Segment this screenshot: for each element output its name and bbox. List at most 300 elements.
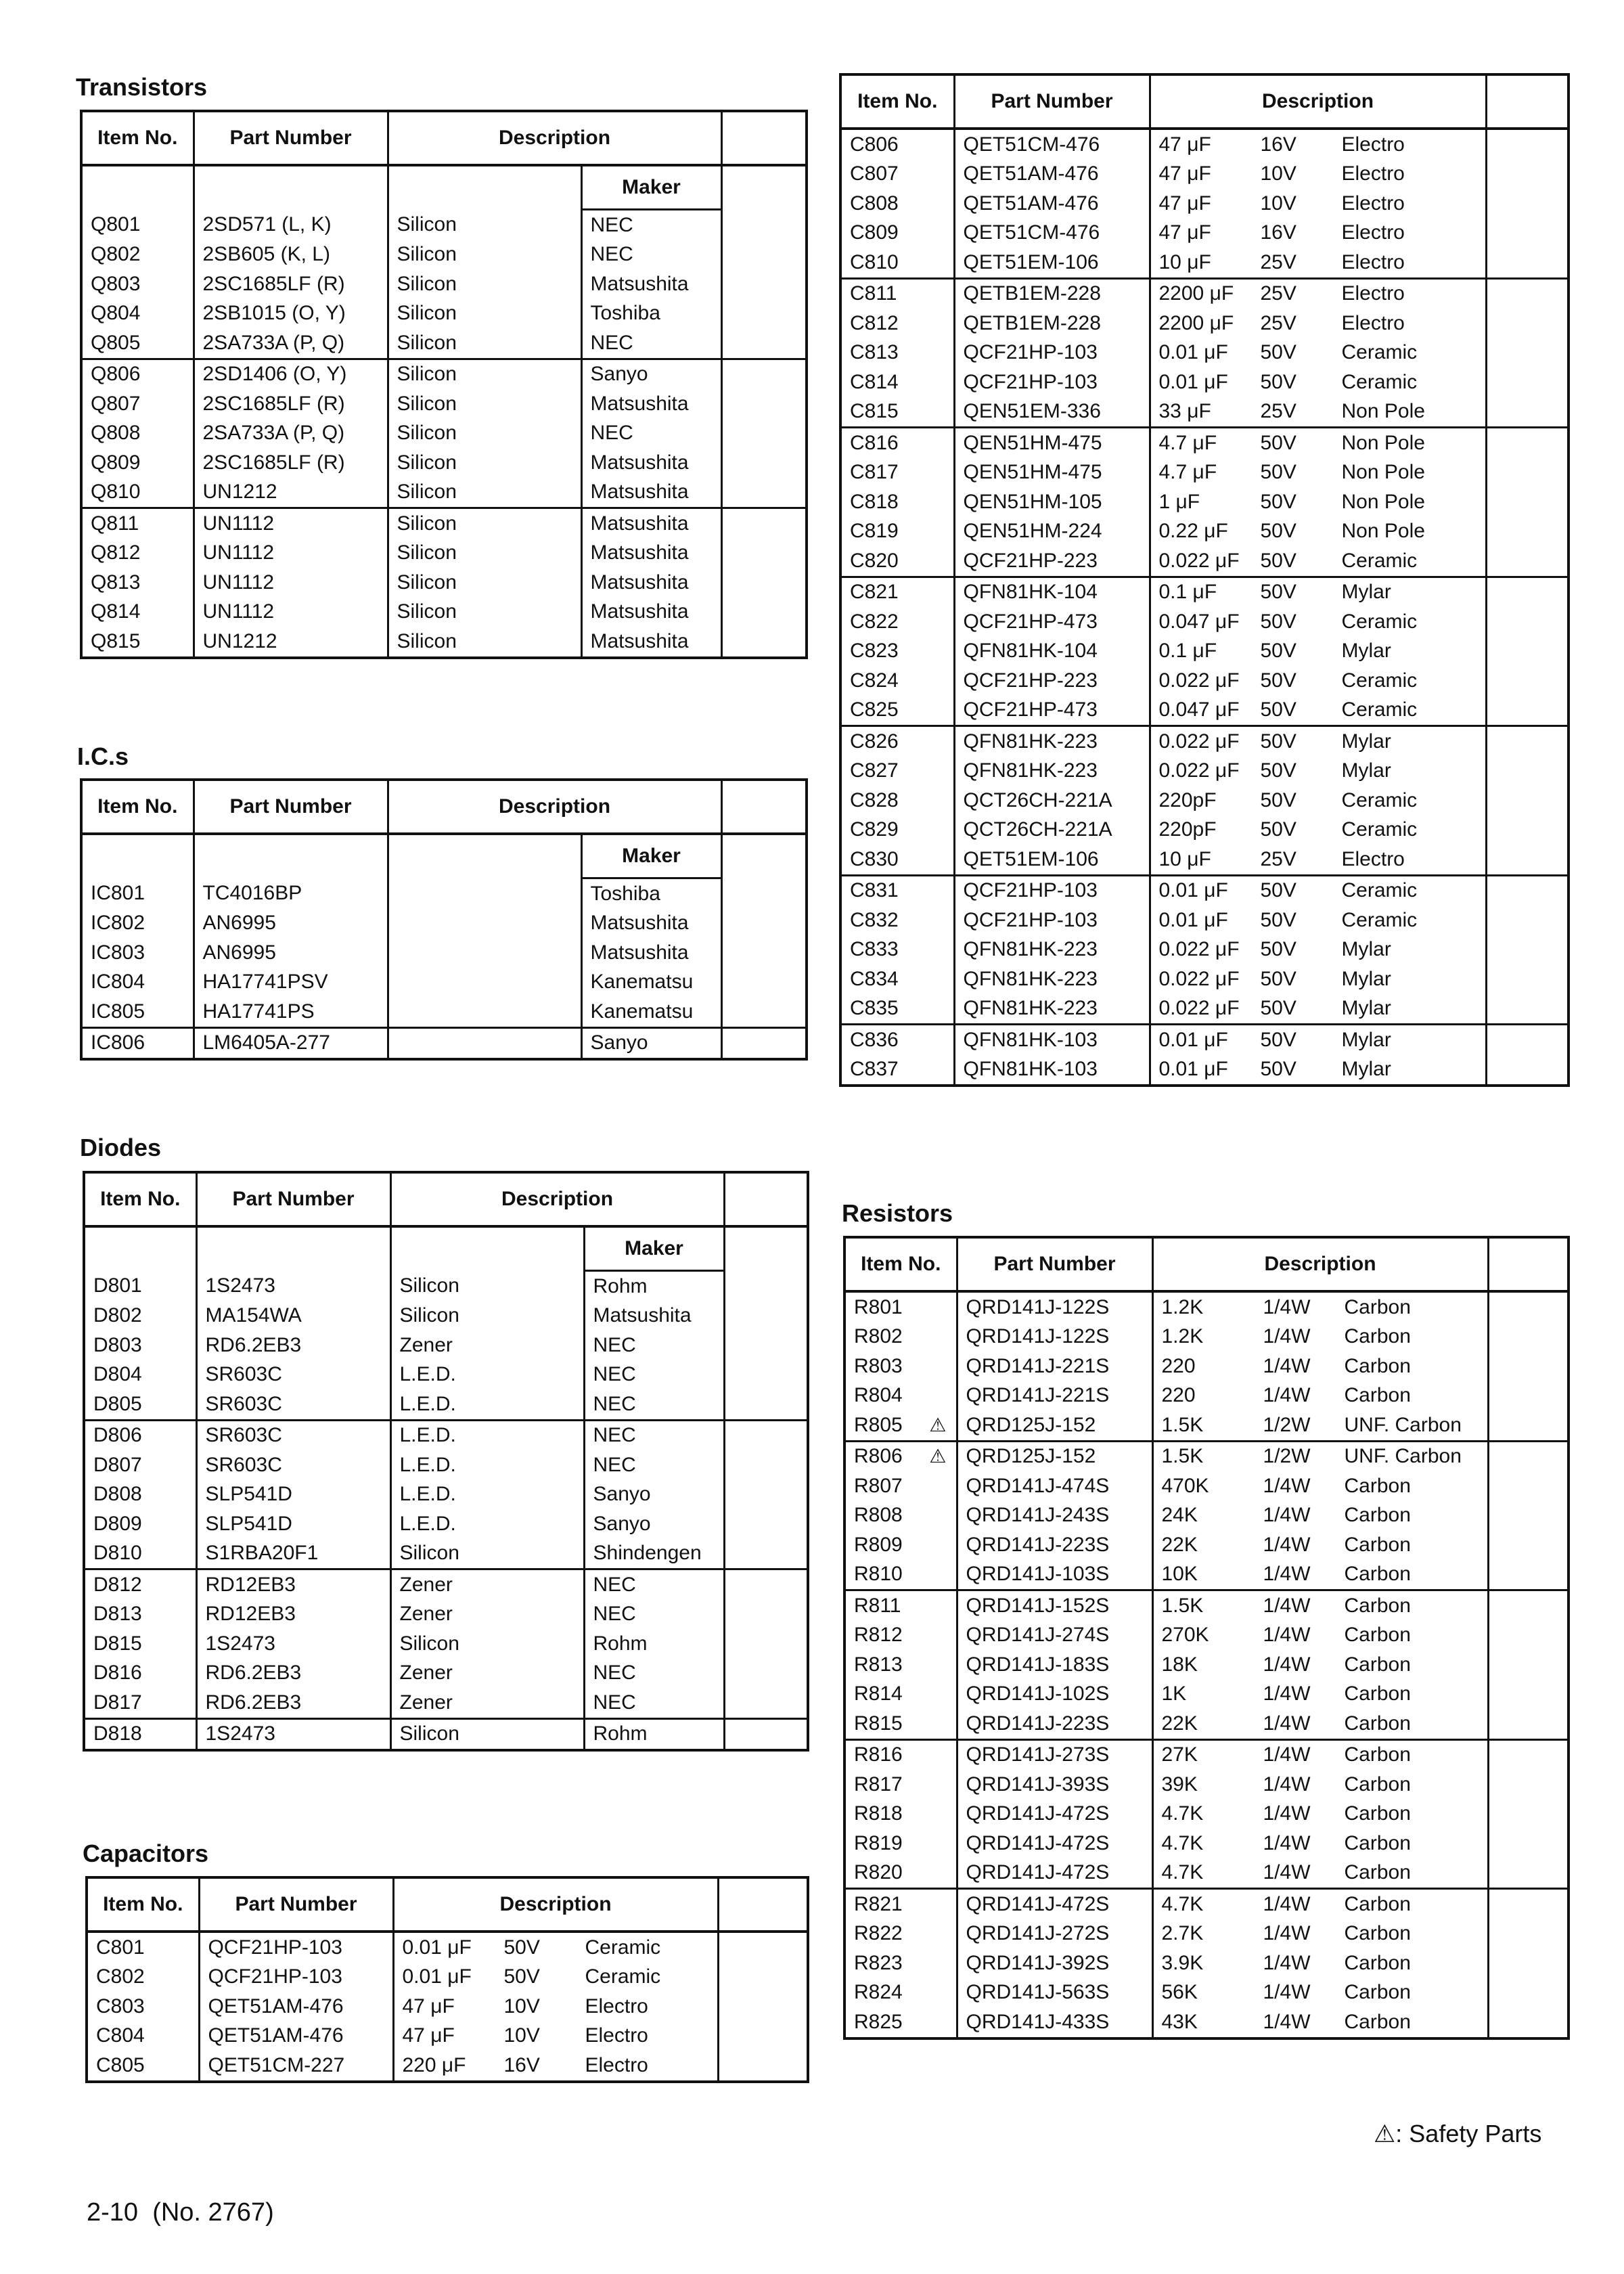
blank-cell <box>1488 1919 1569 1949</box>
resistance: 1.2K <box>1161 1325 1204 1348</box>
description: Silicon <box>397 272 457 295</box>
header-part-number: Part Number <box>196 1172 390 1226</box>
cap-type: Mylar <box>1341 997 1391 1020</box>
item-no-text: R803 <box>854 1354 903 1377</box>
blank-cell <box>1488 1829 1569 1858</box>
blank-cell <box>1486 816 1569 845</box>
item-no: Q811 <box>81 508 194 539</box>
cap-type: Electro <box>1341 133 1405 156</box>
part-number: MA154WA <box>196 1301 390 1331</box>
part-number: QRD141J-223S <box>957 1709 1152 1739</box>
capacitance: 2200 μF <box>1158 311 1234 334</box>
table-row <box>840 816 1569 845</box>
capacitance: 0.047 μF <box>1158 698 1240 721</box>
resistance: 1.5K <box>1161 1413 1204 1436</box>
item-no: IC806 <box>81 1027 194 1059</box>
item-no: D815 <box>84 1629 196 1659</box>
cap-type: Ceramic <box>1341 818 1418 841</box>
description: L.E.D. <box>399 1483 456 1506</box>
description <box>1150 607 1486 637</box>
description <box>1150 666 1486 696</box>
blank-cell <box>724 1420 808 1450</box>
part-number: QET51AM-476 <box>199 2022 393 2051</box>
item-no: C811 <box>840 278 954 309</box>
ics-title: I.C.s <box>77 742 129 770</box>
description <box>1152 1352 1488 1381</box>
item-no-text: R802 <box>854 1325 903 1348</box>
wattage: 1/2W <box>1263 1445 1311 1468</box>
voltage: 25V <box>1260 847 1296 870</box>
description: Silicon <box>397 481 457 504</box>
part-number: QRD125J-152 <box>957 1410 1152 1441</box>
table-row <box>844 1978 1569 2008</box>
part-number: AN6995 <box>194 938 388 968</box>
description: Silicon <box>388 508 581 539</box>
table-row <box>840 906 1569 935</box>
item-no-text: R809 <box>854 1533 903 1556</box>
item-no: C803 <box>87 1992 199 2022</box>
wattage: 1/4W <box>1263 1712 1311 1735</box>
part-number: AN6995 <box>194 909 388 939</box>
part-number: QRD141J-221S <box>957 1381 1152 1411</box>
blank-cell <box>1486 696 1569 726</box>
item-no <box>844 1919 957 1949</box>
blank-cell <box>724 1688 808 1718</box>
blank-cell <box>194 165 388 210</box>
table-row <box>81 210 807 240</box>
part-number: QEN51HM-224 <box>954 517 1150 547</box>
maker: NEC <box>581 210 721 240</box>
header-description: Description <box>390 1172 724 1226</box>
part-number: QRD141J-474S <box>957 1471 1152 1501</box>
item-no: Q805 <box>81 328 194 359</box>
description <box>388 1027 581 1059</box>
description: L.E.D. <box>399 1392 456 1415</box>
resistance: 1K <box>1161 1682 1187 1706</box>
item-no: C815 <box>840 397 954 428</box>
description: Silicon <box>399 1304 459 1327</box>
description <box>1152 1291 1488 1322</box>
description <box>1152 1441 1488 1471</box>
description <box>393 2022 718 2051</box>
item-no: IC801 <box>81 878 194 909</box>
item-no: C822 <box>840 607 954 637</box>
blank-cell <box>721 938 807 968</box>
part-number: 2SA733A (P, Q) <box>194 419 388 449</box>
item-no: C817 <box>840 458 954 488</box>
part-number: QCF21HP-473 <box>954 607 1150 637</box>
part-number: QFN81HK-223 <box>954 726 1150 757</box>
cap-type: Electro <box>1341 162 1405 185</box>
description <box>1150 1055 1486 1086</box>
table-row <box>81 508 807 539</box>
table-row <box>84 1569 808 1600</box>
wattage: 1/4W <box>1263 1624 1311 1647</box>
part-number: QRD141J-472S <box>957 1829 1152 1858</box>
blank-cell <box>724 1226 808 1271</box>
blank-cell <box>1486 309 1569 338</box>
part-number: QRD141J-243S <box>957 1501 1152 1531</box>
resistor-type: Carbon <box>1344 1594 1411 1617</box>
maker: Sanyo <box>581 1027 721 1059</box>
description: Silicon <box>397 451 457 474</box>
description: Silicon <box>399 1274 459 1297</box>
blank-cell <box>1488 1471 1569 1501</box>
item-no <box>844 1352 957 1381</box>
maker-subheader-row <box>84 1226 808 1271</box>
part-number: QRD141J-563S <box>957 1978 1152 2008</box>
item-no <box>844 1621 957 1651</box>
description <box>1152 1739 1488 1770</box>
blank-cell <box>1486 935 1569 965</box>
table-row <box>840 696 1569 726</box>
part-number: QCT26CH-221A <box>954 786 1150 816</box>
item-no-text: R817 <box>854 1773 903 1796</box>
blank-cell <box>718 1932 808 1963</box>
table-row <box>840 726 1569 757</box>
table-row <box>840 428 1569 458</box>
item-no: C837 <box>840 1055 954 1086</box>
part-number: QCF21HP-223 <box>954 666 1150 696</box>
cap-type: Mylar <box>1341 730 1391 753</box>
part-number: QCF21HP-103 <box>954 875 1150 906</box>
part-number: QRD141J-103S <box>957 1560 1152 1590</box>
part-number: HA17741PS <box>194 997 388 1027</box>
voltage: 50V <box>1260 490 1296 513</box>
description <box>1150 517 1486 547</box>
item-no: C813 <box>840 338 954 368</box>
cap-type: Mylar <box>1341 759 1391 782</box>
header-description: Description <box>393 1877 718 1932</box>
table-row <box>84 1450 808 1480</box>
item-no: C806 <box>840 129 954 160</box>
item-no: Q806 <box>81 359 194 389</box>
item-no: D804 <box>84 1360 196 1390</box>
maker: NEC <box>581 328 721 359</box>
description: Silicon <box>397 571 457 594</box>
blank-cell <box>724 1509 808 1539</box>
blank-cell <box>194 834 388 878</box>
table-row <box>840 935 1569 965</box>
item-no <box>844 1889 957 1919</box>
voltage: 50V <box>1260 908 1296 931</box>
description <box>1150 935 1486 965</box>
capacitance: 0.022 μF <box>1158 730 1240 753</box>
blank-cell <box>1486 487 1569 517</box>
description <box>388 968 581 998</box>
cap-type: Ceramic <box>1341 370 1418 393</box>
item-no: D806 <box>84 1420 196 1450</box>
blank-cell <box>721 210 807 240</box>
table-row <box>840 964 1569 994</box>
description <box>1152 1919 1488 1949</box>
item-no: C808 <box>840 189 954 219</box>
part-number: QRD141J-472S <box>957 1858 1152 1889</box>
wattage: 1/4W <box>1263 2010 1311 2033</box>
resistance: 3.9K <box>1161 1951 1204 1974</box>
blank-cell <box>1486 875 1569 906</box>
part-number: 2SC1685LF (R) <box>194 448 388 478</box>
item-no: C831 <box>840 875 954 906</box>
part-number: SR603C <box>196 1360 390 1390</box>
item-no: C810 <box>840 248 954 278</box>
part-number: QFN81HK-223 <box>954 757 1150 786</box>
cap-type: Non Pole <box>1341 520 1425 543</box>
blank-cell <box>388 165 581 210</box>
description: Silicon <box>397 541 457 564</box>
table-row <box>84 1718 808 1750</box>
blank-cell <box>1488 1322 1569 1352</box>
item-no: D803 <box>84 1331 196 1360</box>
wattage: 1/4W <box>1263 1773 1311 1796</box>
blank-cell <box>721 568 807 598</box>
blank-cell <box>1486 607 1569 637</box>
part-number: QCF21HP-103 <box>954 906 1150 935</box>
item-no-text: R822 <box>854 1922 903 1945</box>
blank-cell <box>724 1629 808 1659</box>
voltage: 50V <box>1260 818 1296 841</box>
part-number: UN1112 <box>194 568 388 598</box>
blank-cell <box>1486 397 1569 428</box>
wattage: 1/4W <box>1263 1504 1311 1527</box>
table-row <box>87 1992 808 2022</box>
blank-cell <box>81 165 194 210</box>
item-no: C809 <box>840 219 954 248</box>
item-no-text: R801 <box>854 1295 903 1318</box>
blank-cell <box>721 627 807 658</box>
table-row <box>840 607 1569 637</box>
part-number: QET51CM-476 <box>954 129 1150 160</box>
part-number: SR603C <box>196 1389 390 1420</box>
blank-cell <box>724 1600 808 1630</box>
capacitance: 4.7 μF <box>1158 461 1217 484</box>
cap-type: Ceramic <box>1341 698 1418 721</box>
resistor-type: Carbon <box>1344 1504 1411 1527</box>
capacitance: 0.022 μF <box>1158 669 1240 692</box>
diodes-title: Diodes <box>80 1134 162 1161</box>
blank-cell <box>1486 666 1569 696</box>
blank-cell <box>1486 458 1569 488</box>
part-number: QRD141J-392S <box>957 1948 1152 1978</box>
description: Silicon <box>399 1542 459 1565</box>
blank-cell <box>1486 757 1569 786</box>
part-number: RD6.2EB3 <box>196 1659 390 1689</box>
maker: NEC <box>584 1420 724 1450</box>
part-number: QRD141J-472S <box>957 1800 1152 1829</box>
item-no <box>844 2007 957 2038</box>
cap-type: Electro <box>1341 311 1405 334</box>
voltage: 50V <box>1260 581 1296 604</box>
table-row <box>840 845 1569 875</box>
maker: NEC <box>584 1688 724 1718</box>
description: Silicon <box>397 629 457 652</box>
part-number: QEN51EM-336 <box>954 397 1150 428</box>
wattage: 1/4W <box>1263 1474 1311 1497</box>
blank-cell <box>1488 1530 1569 1560</box>
blank-cell <box>721 299 807 329</box>
maker: Matsushita <box>581 938 721 968</box>
header-item-no: Item No. <box>84 1172 196 1226</box>
blank-cell <box>724 1539 808 1569</box>
blank-cell <box>721 328 807 359</box>
resistance: 220 <box>1161 1384 1196 1407</box>
capacitors-table-left <box>85 1876 809 2083</box>
item-no-text: R810 <box>854 1563 903 1586</box>
blank-cell <box>724 1331 808 1360</box>
table-row <box>81 478 807 508</box>
blank-cell <box>1486 1025 1569 1055</box>
capacitance: 0.1 μF <box>1158 640 1217 663</box>
resistance: 4.7K <box>1161 1892 1204 1915</box>
part-number: QET51CM-227 <box>199 2051 393 2082</box>
description <box>1150 367 1486 397</box>
header-part-number: Part Number <box>194 780 388 834</box>
blank-cell <box>721 359 807 389</box>
blank-cell <box>721 448 807 478</box>
table-row <box>81 269 807 299</box>
voltage: 10V <box>503 1994 540 2017</box>
table-row <box>840 875 1569 906</box>
item-no: Q813 <box>81 568 194 598</box>
wattage: 1/4W <box>1263 1922 1311 1945</box>
item-no: IC803 <box>81 938 194 968</box>
safety-legend-text: : Safety Parts <box>1395 2120 1542 2147</box>
capacitance: 0.022 μF <box>1158 759 1240 782</box>
part-number: RD6.2EB3 <box>196 1688 390 1718</box>
item-no: Q814 <box>81 598 194 627</box>
part-number: QRD141J-122S <box>957 1291 1152 1322</box>
part-number: QFN81HK-223 <box>954 935 1150 965</box>
resistor-type: Carbon <box>1344 1384 1411 1407</box>
description <box>388 878 581 909</box>
maker: Matsushita <box>581 508 721 539</box>
resistor-type: Carbon <box>1344 1325 1411 1348</box>
item-no: C830 <box>840 845 954 875</box>
item-no-text: R813 <box>854 1653 903 1676</box>
diodes-table <box>83 1171 809 1752</box>
maker: NEC <box>584 1659 724 1689</box>
maker: Kanematsu <box>581 968 721 998</box>
item-no: Q807 <box>81 389 194 419</box>
table-row <box>844 1590 1569 1621</box>
description <box>388 938 581 968</box>
capacitance: 0.022 μF <box>1158 997 1240 1020</box>
item-no: C821 <box>840 577 954 607</box>
capacitance: 47 μF <box>402 2024 455 2047</box>
table-row <box>840 546 1569 577</box>
capacitance: 220pF <box>1158 818 1217 841</box>
maker: Kanematsu <box>581 997 721 1027</box>
capacitance: 33 μF <box>1158 400 1211 423</box>
part-number: QEN51HM-475 <box>954 458 1150 488</box>
maker: Matsushita <box>584 1301 724 1331</box>
table-row <box>840 189 1569 219</box>
description <box>393 1963 718 1992</box>
blank-cell <box>1486 189 1569 219</box>
voltage: 50V <box>503 1965 540 1988</box>
capacitance: 10 μF <box>1158 847 1211 870</box>
page-footer <box>87 2198 274 2227</box>
capacitance: 47 μF <box>1158 192 1211 215</box>
blank-cell <box>1488 1680 1569 1710</box>
maker-header: Maker <box>584 1226 724 1271</box>
table-row <box>844 1829 1569 1858</box>
maker: NEC <box>581 419 721 449</box>
description <box>1152 1621 1488 1651</box>
resistor-type: UNF. Carbon <box>1344 1445 1462 1468</box>
resistor-type: Carbon <box>1344 1295 1411 1318</box>
part-number: QFN81HK-103 <box>954 1025 1150 1055</box>
item-no <box>844 1770 957 1800</box>
capacitance: 220pF <box>1158 788 1217 811</box>
item-no-text: R812 <box>854 1624 903 1647</box>
description <box>1152 1680 1488 1710</box>
blank-cell <box>1486 577 1569 607</box>
description <box>1150 129 1486 160</box>
blank-cell <box>718 2022 808 2051</box>
cap-type: Ceramic <box>585 1936 661 1959</box>
table-row <box>840 637 1569 667</box>
description: Silicon <box>397 600 457 623</box>
item-no-text: R805 <box>854 1413 903 1436</box>
item-no <box>844 1858 957 1889</box>
description <box>1152 1560 1488 1590</box>
wattage: 1/4W <box>1263 1563 1311 1586</box>
item-no-text: R821 <box>854 1892 903 1915</box>
resistor-type: Carbon <box>1344 1624 1411 1647</box>
maker: NEC <box>584 1389 724 1420</box>
description: Silicon <box>388 359 581 389</box>
table-row <box>87 2022 808 2051</box>
item-no: C827 <box>840 757 954 786</box>
cap-type: Electro <box>1341 282 1405 305</box>
header-part-number: Part Number <box>194 111 388 165</box>
item-no: D801 <box>84 1271 196 1301</box>
description <box>1150 577 1486 607</box>
item-no: Q808 <box>81 419 194 449</box>
item-no <box>844 1291 957 1322</box>
resistor-type: Carbon <box>1344 1743 1411 1766</box>
resistor-type: Carbon <box>1344 1922 1411 1945</box>
maker: Matsushita <box>581 627 721 658</box>
part-number: QET51AM-476 <box>954 189 1150 219</box>
maker: NEC <box>584 1360 724 1390</box>
maker: NEC <box>584 1331 724 1360</box>
description: Silicon <box>390 1718 584 1750</box>
blank-cell <box>721 419 807 449</box>
description <box>1150 845 1486 875</box>
resistors-table <box>843 1236 1570 2040</box>
voltage: 50V <box>1260 997 1296 1020</box>
item-no: Q812 <box>81 539 194 568</box>
item-no: C820 <box>840 546 954 577</box>
table-row <box>840 757 1569 786</box>
item-no: C816 <box>840 428 954 458</box>
part-number: RD6.2EB3 <box>196 1331 390 1360</box>
table-row <box>84 1389 808 1420</box>
wattage: 1/4W <box>1263 1951 1311 1974</box>
blank-cell <box>1486 248 1569 278</box>
voltage: 50V <box>1260 730 1296 753</box>
description <box>1150 458 1486 488</box>
blank-cell <box>721 508 807 539</box>
maker: NEC <box>581 240 721 270</box>
table-row <box>84 1509 808 1539</box>
resistance: 1.5K <box>1161 1594 1204 1617</box>
capacitance: 0.01 μF <box>1158 908 1228 931</box>
part-number: QET51AM-476 <box>954 160 1150 190</box>
blank-cell <box>1488 1650 1569 1680</box>
